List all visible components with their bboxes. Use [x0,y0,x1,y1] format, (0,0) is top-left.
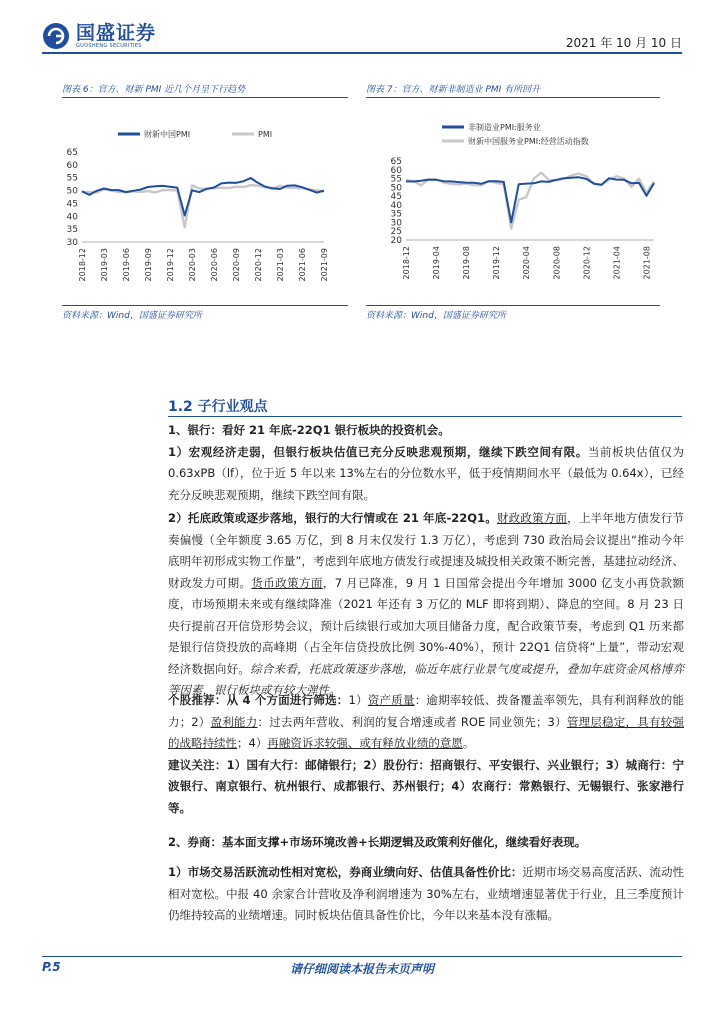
x-tick-label: 2020-06 [210,248,219,282]
y-tick-label: 55 [390,174,402,185]
stock-pick-5: 。 [462,736,475,750]
figure-6-source-rule [62,305,348,306]
x-tick-label: 2020-12 [254,248,263,282]
y-tick-label: 65 [66,148,78,158]
broker-body-section [168,862,684,927]
figure-6-title-rule [62,97,348,98]
y-tick-label: 65 [390,157,402,167]
bank-p2-lead: 2）托底政策或逐步落地，银行的大行情或在 21 年底-22Q1。 [168,511,497,525]
bank-section [168,420,684,506]
stock-pick-section [168,690,684,819]
broker-heading: 2、券商：基本面支撑+市场环境改善+长期逻辑及政策利好催化，继续看好表现。 [168,835,587,849]
x-tick-label: 2018-12 [78,248,87,282]
bank-policy-section [168,508,684,702]
bank-heading: 1、银行：看好 21 年底-22Q1 银行板块的投资机会。 [168,423,450,437]
x-tick-label: 2019-03 [100,248,109,282]
y-tick-label: 45 [390,192,402,203]
x-tick-label: 2021-06 [298,248,307,282]
figure-6-title: 图表 6：官方、财新 PMI 近几个月呈下行趋势 [62,85,246,95]
x-tick-label: 2020-04 [522,246,532,280]
stock-pick-4: ；4） [237,736,268,750]
y-tick-label: 60 [66,160,78,171]
y-tick-label: 25 [390,227,402,238]
y-tick-label: 35 [390,209,402,220]
series-line-0 [406,177,654,222]
y-tick-label: 50 [66,186,78,197]
footer-divider [42,956,682,957]
y-tick-label: 40 [390,200,402,211]
recommendation-list: 建议关注：1）国有大行：邮储银行；2）股份行：招商银行、平安银行、兴业银行；3）城商行：宁波银行、南京银行、杭州银行、成都银行、苏州银行；4）农商行：常熟银行、无锡银行、张家港行等。 [168,757,684,815]
figure-7-title-rule [366,97,660,98]
page-number: P.5 [42,960,61,974]
x-tick-label: 2021-08 [642,246,652,280]
legend-label-0: 财新中国PMI [144,130,191,139]
footer-disclaimer: 请仔细阅读本报告末页声明 [289,962,434,976]
broker-p1-body: 近期市场交易高度活跃、流动性相对宽松。中报 40 余家合计营收及净利润增速为 30%左右，业绩增速显著优于行业，且三季度预计仍维持较高的业绩增速。同时板块估值具备性价比，今年以来基本没有涨幅。 [168,865,685,922]
figure-7-chart [366,100,660,300]
figure-6-source: 资料来源：Wind，国盛证券研究所 [62,311,202,321]
y-tick-label: 30 [390,218,402,229]
x-tick-label: 2019-06 [122,248,131,282]
broker-p1-lead: 1）市场交易活跃流动性相对宽松，券商业绩向好、估值具备性价比： [168,865,523,879]
x-tick-label: 2019-04 [432,246,442,280]
x-tick-label: 2019-09 [144,248,153,282]
management-label: 管理层稳定，具有较强的战略持续性 [168,714,684,750]
figure-7-source-rule [366,305,660,306]
bank-paragraph-2 [168,508,684,702]
stock-pick-paragraph [168,690,684,755]
y-tick-label: 55 [66,173,78,184]
company-logo [42,22,156,50]
x-tick-label: 2021-04 [612,246,622,280]
refinancing-label: 再融资诉求较强、或有释放业绩的意愿 [267,736,463,750]
x-tick-label: 2020-12 [582,246,592,280]
header-divider [42,52,682,54]
x-tick-label: 2021-09 [320,248,329,282]
asset-quality-label: 资产质量 [367,693,415,707]
fiscal-policy-label: 财政政策方面 [496,511,568,525]
bank-p2-monetary: ，7 月已降准，9 月 1 日国常会提出今年增加 3000 亿支小再贷款额度，市场预期未来或有继续降准（2021 年还有 3 万亿的 MLF 即将到期）、降息的空间。8 月 23 日央行提前召开信贷形势会议，预计后续银行或加大项目储备力度，配合政策节奏，考虑到 Q1 历来都是银行信贷投放的高峰期（占全年信贷投放比例 30%-40%），预计 22Q1 信贷将“上量”，带动宏观经济数据向好。 [168,575,684,676]
profitability-label: 盈利能力 [210,714,258,729]
legend-label-0: 非制造业PMI:服务业 [468,123,541,132]
monetary-policy-label: 货币政策方面 [251,575,323,590]
stock-pick-3: ：过去两年营收、利润的复合增速或者 ROE 同业领先；3） [257,714,567,729]
figure-7-source: 资料来源：Wind，国盛证券研究所 [366,311,506,321]
series-line-0 [82,178,324,216]
x-tick-label: 2021-03 [276,248,285,282]
x-tick-label: 2019-12 [166,248,175,282]
legend-label-1: PMI [258,130,273,139]
y-tick-label: 30 [66,238,78,248]
legend-label-1: 财新中国服务业PMI:经营活动指数 [468,137,589,146]
logo-name: 国盛证券 [76,21,157,44]
bank-paragraph-1 [168,442,684,507]
bank-p1-lead: 1）宏观经济走弱，但银行板块估值已充分反映悲观预期，继续下跌空间有限。 [168,444,588,459]
logo-english-name: GUOSHENG SECURITIES [76,42,142,49]
stock-pick-2: ：逾期率较低、拨备覆盖率领先，具有利润释放的能力；2） [168,693,685,729]
y-tick-label: 45 [66,199,78,210]
y-tick-label: 50 [390,183,402,194]
y-tick-label: 60 [390,165,402,176]
figure-6-chart [62,100,348,300]
y-tick-label: 20 [390,236,402,246]
x-tick-label: 2018-12 [402,246,411,280]
bank-p2-fiscal: ，上半年地方债发行节奏偏慢（全年额度 3.65 万亿，到 8 月末仅发行 1.3 万亿），考虑到 730 政治局会议提出“推动今年底明年初形成实物工作量”，考虑到年底地方债发行或提速及城投相关政策不断完善，基建拉动经济、财政发力可期。 [168,511,684,590]
x-tick-label: 2019-08 [462,246,472,280]
stock-pick-lead: 个股推荐：从 4 个方面进行筛选： [168,693,349,707]
bank-p2-conclusion: 综合来看，托底政策逐步落地，临近年底行业景气度或提升，叠加年底资金风格博弈等因素，银行板块或有较大弹性。 [168,661,685,697]
stock-pick-1: 1） [348,693,368,707]
bank-p1-body: 当前板块估值仅为 0.63xPB（lf），位于近 5 年以来 13%左右的分位数水平，低于疫情期间水平（最低为 0.64x），已经充分反映悲观预期，继续下跌空间有限。 [168,444,685,502]
x-tick-label: 2020-03 [188,248,197,282]
x-tick-label: 2020-09 [232,248,241,282]
figure-7-title: 图表 7：官方、财新非制造业 PMI 有所回升 [366,85,541,95]
y-tick-label: 35 [66,225,78,236]
report-date: 2021 年 10 月 10 日 [565,36,682,50]
x-tick-label: 2020-08 [552,246,562,280]
broker-section [168,832,684,854]
broker-paragraph-1 [168,862,684,927]
x-tick-label: 2019-12 [492,246,502,280]
y-tick-label: 40 [66,212,78,223]
section-title: 1.2 子行业观点 [168,399,268,415]
section-title-rule [168,416,682,417]
logo-emblem-icon [42,22,70,50]
